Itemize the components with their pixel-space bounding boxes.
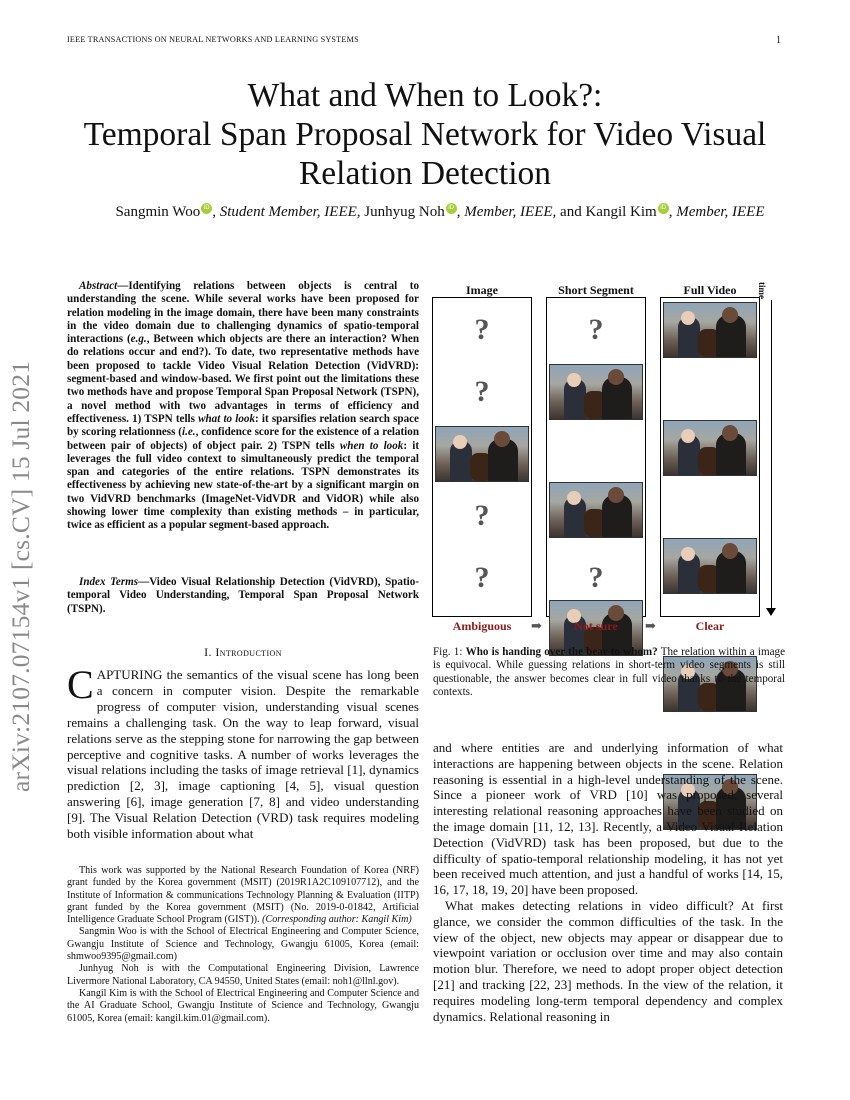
dropcap-letter: C bbox=[67, 662, 94, 707]
image-column bbox=[432, 297, 532, 617]
arrow-right-icon: ➡ bbox=[645, 618, 656, 633]
body-paragraph: What makes detecting relations in video difficult? At first glance, we consider the common difficulties of the task. In the view of the object, new objects may appear or disappear due to viewpoint variation or occlusion over time and may also contain motion blur. Therefore, we need to adopt proper object detection [21] and tracking [22, 23] methods. In the view of the relation, it requires modeling long-term temporal dependency and complex dynamics. Relational reasoning in bbox=[433, 897, 783, 1024]
running-header: IEEE TRANSACTIONS ON NEURAL NETWORKS AND LEARNING SYSTEMS bbox=[67, 35, 359, 44]
footnote-affiliation: Junhyug Noh is with the Computational Engineering Division, Lawrence Livermore National Laboratory, CA 94550, United States (email: noh1@llnl.gov). bbox=[67, 963, 419, 987]
author-list: Sangmin Woo iD , Student Member, IEEE, Junhyug Noh iD , Member, IEEE, and Kangil Kim iD , Member, IEEE bbox=[115, 204, 765, 220]
index-terms-text: —Video Visual Relationship Detection (VidVRD), Spatio-temporal Video Understanding, Temporal Span Proposal Network (TSPN). bbox=[67, 576, 419, 615]
title-line-1: What and When to Look?: bbox=[247, 77, 603, 114]
question-mark: ? bbox=[588, 313, 604, 346]
full-video-column bbox=[660, 297, 760, 617]
section-title: Introduction bbox=[215, 645, 282, 659]
corresponding-author: (Corresponding author: Kangil Kim) bbox=[262, 914, 412, 926]
page-number: 1 bbox=[776, 35, 781, 46]
video-frame bbox=[435, 426, 529, 482]
intro-paragraph bbox=[67, 662, 419, 842]
video-frame bbox=[549, 364, 643, 420]
footnotes bbox=[67, 865, 419, 1025]
question-mark: ? bbox=[474, 499, 490, 532]
author-conjunction: and bbox=[560, 204, 582, 220]
question-mark: ? bbox=[474, 313, 490, 346]
abstract-text: i.e. bbox=[182, 426, 196, 439]
caption-label: Fig. 1: bbox=[433, 646, 463, 658]
orcid-icon[interactable]: iD bbox=[446, 203, 457, 214]
question-mark: ? bbox=[474, 375, 490, 408]
time-axis-label: time bbox=[757, 282, 767, 299]
video-frame bbox=[663, 302, 757, 358]
arrow-right-icon: ➡ bbox=[531, 618, 542, 633]
outcome-label: Ambiguous bbox=[452, 619, 512, 633]
index-terms-label: Index Terms bbox=[79, 576, 139, 588]
abstract-text: : it sparsifies relation search space by scoring relationness ( bbox=[67, 412, 419, 439]
video-frame bbox=[663, 538, 757, 594]
intro-lead: APTURING bbox=[96, 667, 163, 682]
author-name: Kangil Kim bbox=[585, 204, 657, 220]
paper-title bbox=[60, 76, 790, 193]
abstract-text: , Between which objects are there an interaction? When do relations occur and end?). To date, two representative methods have been proposed to tackle Video Visual Relation Detection (VidVRD): segment-based and window-based. We first point out the limitations these two methods have and propose Temporal Span Proposal Network (TSPN), a novel method with two advantages in terms of efficiency and effectiveness. 1) TSPN tells bbox=[67, 333, 419, 425]
author-name: Junhyug Noh bbox=[364, 204, 445, 220]
question-mark: ? bbox=[588, 561, 604, 594]
title-line-2: Temporal Span Proposal Network for Video Visual bbox=[83, 116, 767, 153]
right-column-body bbox=[433, 740, 783, 1024]
orcid-icon[interactable]: iD bbox=[201, 203, 212, 214]
caption-question: Who is handing over the bear to whom? bbox=[465, 646, 658, 658]
abstract-text: , confidence score for the existence of a relation between pair of objects) of object pair. 2) TSPN tells bbox=[67, 426, 419, 452]
figure-column-label: Image bbox=[466, 283, 498, 297]
abstract-text: when to look bbox=[339, 439, 404, 452]
figure-column-label: Short Segment bbox=[558, 283, 634, 297]
question-mark: ? bbox=[474, 561, 490, 594]
section-heading bbox=[67, 645, 419, 660]
intro-text: the semantics of the visual scene has long been a concern in computer vision. Despite the remarkable progress of computer vision, understanding visual scenes remains a challenging task. On the way to leap forward, visual relations serve as the stepping stone for narrowing the gap between perceptive and cognitive tasks. A number of works leverages the visual relations including the tasks of image retrieval [1], dynamics prediction [2, 3], image captioning [4, 5], visual question answering [6], image generation [7, 8] and video understanding [9]. The Visual Relation Detection (VRD) task requires modeling both visible information about what bbox=[67, 667, 419, 842]
video-frame bbox=[663, 420, 757, 476]
footnote-funding bbox=[67, 865, 419, 926]
figure-column-label: Full Video bbox=[683, 283, 737, 297]
figure-caption bbox=[433, 646, 785, 699]
author-role: Member, IEEE bbox=[676, 204, 765, 220]
outcome-label: Not sure bbox=[574, 619, 618, 633]
body-paragraph: and where entities are and underlying information of what interactions are happening between objects in the scene. Relation reasoning is essential in a high-level understanding of the scene. Since a pioneer work of VRD [10] was proposed, several interesting relational reasoning approaches have been studied on the image domain [11, 12, 13]. Recently, a Video Visual Relation Detection (VidVRD) task has been proposed, but due to the difficulty of spatio-temporal relationship modeling, it has not yet been received much attention, and just a handful of works [14, 15, 16, 17, 18, 19, 20] have been proposed. bbox=[433, 740, 783, 898]
index-terms bbox=[67, 576, 419, 616]
time-arrow-icon bbox=[766, 608, 776, 616]
caption-text: The relation within a image is equivocal. While guessing relations in short-term video segments is still questionable, the answer becomes clear in full video thanks to the temporal contexts. bbox=[433, 646, 785, 698]
arxiv-stamp: arXiv:2107.07154v1 [cs.CV] 15 Jul 2021 bbox=[6, 360, 35, 792]
author-name: Sangmin Woo bbox=[115, 204, 201, 220]
short-segment-column bbox=[546, 297, 646, 617]
abstract-text: what to look bbox=[198, 412, 256, 425]
time-axis-line bbox=[771, 300, 772, 612]
title-line-3: Relation Detection bbox=[298, 155, 552, 192]
outcome-label: Clear bbox=[695, 619, 725, 633]
abstract bbox=[67, 280, 419, 533]
footnote-text: This work was supported by the National Research Foundation of Korea (NRF) grant funded by the Korea government (MSIT) (2019R1A2C109107712), and the Institute of Information & communications Technology Planning & Evaluation (IITP) grant funded by the Korea government (MSIT) (No. 2019-0-01842, Artificial Intelligence Graduate School Program (GIST)). bbox=[67, 865, 419, 926]
section-number: I. bbox=[204, 645, 212, 659]
abstract-text: e.g. bbox=[130, 333, 147, 346]
author-role: Member, IEEE, bbox=[464, 204, 557, 220]
abstract-text: : it leverages the full video context to simultaneously predict the temporal span and categories of the entire relations. TSPN demonstrates its effectiveness by achieving new state-of-the-art by a significant margin on two VidVRD benchmarks (ImageNet-VidVDR and VidOR) while also showing lower time complexity than existing methods – in particular, twice as efficient as a popular segment-based approach. bbox=[67, 439, 420, 532]
video-frame bbox=[549, 482, 643, 538]
abstract-text: —Identifying relations between objects is central to understanding the scene. While several works have been proposed for relation modeling in the image domain, there have been many constraints in the video domain due to challenging dynamics of spatio-temporal interactions ( bbox=[67, 280, 419, 346]
orcid-icon[interactable]: iD bbox=[658, 203, 669, 214]
footnote-affiliation: Kangil Kim is with the School of Electrical Engineering and Computer Science and the AI Graduate School, Gwangju Institute of Science and Technology, Gwangju 61005, Korea (email: kangil.kim.01@gmail.com). bbox=[67, 987, 419, 1024]
author-role: Student Member, IEEE, bbox=[219, 204, 361, 220]
abstract-label: Abstract bbox=[79, 280, 118, 292]
footnote-affiliation: Sangmin Woo is with the School of Electrical Engineering and Computer Science, Gwangju Institute of Science and Technology, Gwangju 61005, Korea (email: shmwoo9395@gmail.com) bbox=[67, 926, 419, 963]
